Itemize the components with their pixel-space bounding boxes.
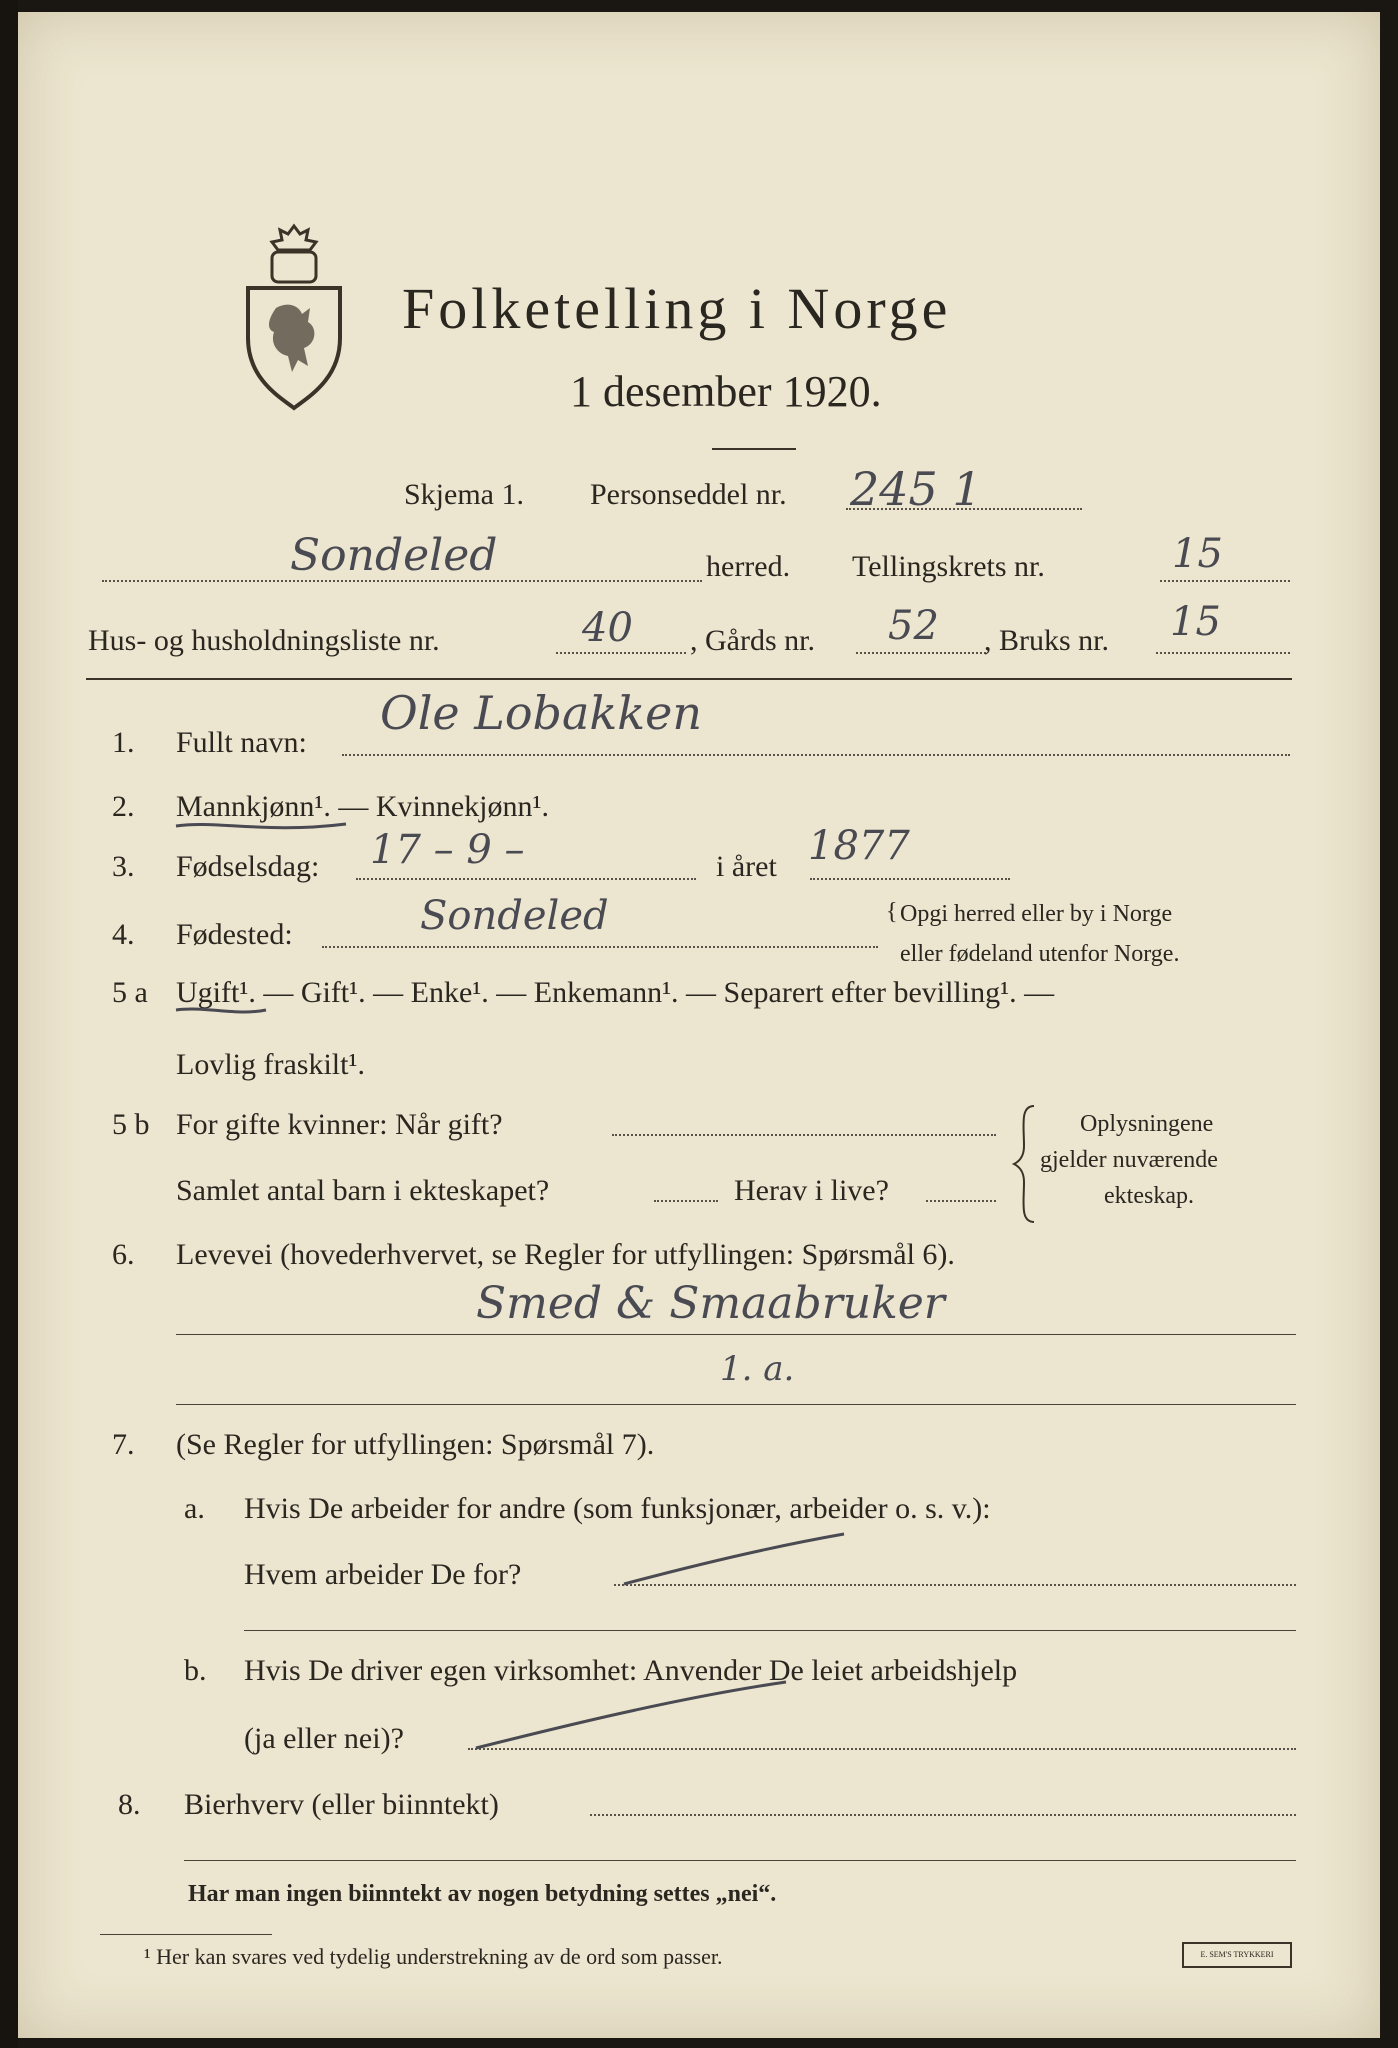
q1-label: Fullt navn: bbox=[176, 726, 307, 759]
norwegian-coat-of-arms-icon bbox=[238, 218, 350, 414]
q8-label: Bierhverv (eller biinntekt) bbox=[184, 1788, 499, 1821]
q7b-dash-mark bbox=[470, 1676, 800, 1756]
q1-line bbox=[342, 754, 1290, 756]
q3-value-birthdate: 17 – 9 – bbox=[370, 827, 525, 873]
q4-number: 4. bbox=[112, 918, 135, 951]
q7b-letter: b. bbox=[184, 1654, 207, 1687]
q4-line bbox=[322, 946, 878, 948]
personseddel-label: Personseddel nr. bbox=[590, 478, 787, 511]
husholdning-label: Hus- og husholdningsliste nr. bbox=[88, 624, 440, 657]
q3-label: Fødselsdag: bbox=[176, 850, 320, 883]
q1-number: 1. bbox=[112, 726, 135, 759]
q6-line-2 bbox=[176, 1404, 1296, 1405]
q3-line bbox=[356, 878, 696, 880]
personseddel-value: 245 1 bbox=[850, 462, 982, 516]
q5b-children-line bbox=[654, 1200, 718, 1202]
q5b-living-line bbox=[926, 1200, 996, 1202]
q5a-label-continued: Lovlig fraskilt¹. bbox=[176, 1048, 365, 1081]
q8-line-2 bbox=[184, 1860, 1296, 1861]
q5a-label: Ugift¹. — Gift¹. — Enke¹. — Enkemann¹. — Separert efter bevilling¹. — bbox=[176, 976, 1055, 1009]
q6-line-1 bbox=[176, 1334, 1296, 1335]
bruks-value: 15 bbox=[1170, 599, 1221, 645]
q5b-brace bbox=[1010, 1104, 1040, 1224]
footer-note: Har man ingen biinntekt av nogen betydning settes „nei“. bbox=[188, 1881, 777, 1907]
mannkjonn-underline-mark bbox=[174, 818, 354, 832]
q5b-label: For gifte kvinner: Når gift? bbox=[176, 1108, 503, 1141]
q4-note-line1: Opgi herred eller by i Norge bbox=[900, 901, 1173, 927]
q5b-living-label: Herav i live? bbox=[734, 1174, 889, 1207]
q7a-label: Hvis De arbeider for andre (som funksjonær, arbeider o. s. v.): bbox=[244, 1492, 991, 1525]
q2-number: 2. bbox=[112, 790, 135, 823]
tellingskrets-label: Tellingskrets nr. bbox=[852, 550, 1045, 583]
q7a-line-2 bbox=[244, 1630, 1296, 1631]
ugift-underline-mark bbox=[174, 1004, 270, 1016]
q7b-label: Hvis De driver egen virksomhet: Anvender De leiet arbeidshjelp bbox=[244, 1654, 1018, 1687]
q4-label: Fødested: bbox=[176, 918, 293, 951]
q8-number: 8. bbox=[118, 1788, 141, 1821]
q1-value-full-name: Ole Lobakken bbox=[380, 686, 702, 740]
q3-year-label: i året bbox=[716, 850, 777, 883]
q4-value-birthplace: Sondeled bbox=[420, 893, 609, 939]
q7b-hired-help-label: (ja eller nei)? bbox=[244, 1722, 404, 1755]
q5b-note-line3: ekteskap. bbox=[1104, 1183, 1194, 1209]
footnote: ¹ Her kan svares ved tydelig understrekning av de ord som passer. bbox=[144, 1944, 723, 1969]
title-divider bbox=[712, 448, 796, 450]
q7-number: 7. bbox=[112, 1428, 135, 1461]
bruks-label: , Bruks nr. bbox=[984, 624, 1110, 657]
q6-value-occupation: Smed & Smaabruker bbox=[476, 1278, 945, 1329]
q5b-when-married-line bbox=[612, 1134, 996, 1136]
q6-label: Levevei (hovederhvervet, se Regler for utfyllingen: Spørsmål 6). bbox=[176, 1238, 955, 1271]
q4-note-line2: eller fødeland utenfor Norge. bbox=[900, 941, 1180, 967]
q7a-dash-mark bbox=[620, 1530, 850, 1590]
tellingskrets-value: 15 bbox=[1172, 531, 1223, 577]
husholdning-value: 40 bbox=[582, 605, 633, 651]
scan-edge bbox=[0, 0, 18, 2048]
q3-value-birth-year: 1877 bbox=[808, 823, 910, 869]
q5b-children-label: Samlet antal barn i ekteskapet? bbox=[176, 1174, 550, 1207]
gards-value: 52 bbox=[888, 603, 939, 649]
printer-stamp-text: E. SEM'S TRYKKERI bbox=[1200, 1950, 1274, 1959]
tellingskrets-line bbox=[1160, 580, 1290, 582]
q2-label: Mannkjønn¹. — Kvinnekjønn¹. bbox=[176, 790, 549, 823]
q3-number: 3. bbox=[112, 850, 135, 883]
q6-value-code: 1. a. bbox=[720, 1349, 795, 1389]
gards-line bbox=[856, 652, 986, 654]
printer-stamp bbox=[1182, 1942, 1292, 1968]
header-divider bbox=[86, 678, 1292, 680]
q7a-employer-label: Hvem arbeider De for? bbox=[244, 1558, 522, 1591]
q5b-note-line1: Oplysningene bbox=[1080, 1111, 1214, 1137]
q4-brace: { bbox=[886, 899, 898, 925]
skjema-label: Skjema 1. bbox=[404, 478, 524, 511]
q5a-number: 5 a bbox=[112, 976, 148, 1009]
q5b-number: 5 b bbox=[112, 1108, 150, 1141]
q8-line bbox=[590, 1814, 1296, 1816]
q6-number: 6. bbox=[112, 1238, 135, 1271]
form-title: Folketelling i Norge bbox=[402, 276, 952, 341]
herred-label: herred. bbox=[706, 550, 791, 583]
census-date: 1 desember 1920. bbox=[570, 367, 882, 416]
bruks-line bbox=[1156, 652, 1290, 654]
husholdning-line bbox=[556, 652, 686, 654]
q5b-note-line2: gjelder nuværende bbox=[1040, 1147, 1218, 1173]
q7-label: (Se Regler for utfyllingen: Spørsmål 7). bbox=[176, 1428, 655, 1461]
q3-year-line bbox=[810, 878, 1010, 880]
q7a-letter: a. bbox=[184, 1492, 205, 1525]
gards-label: , Gårds nr. bbox=[690, 624, 815, 657]
footnote-divider bbox=[100, 1934, 272, 1935]
herred-value: Sondeled bbox=[290, 530, 498, 581]
